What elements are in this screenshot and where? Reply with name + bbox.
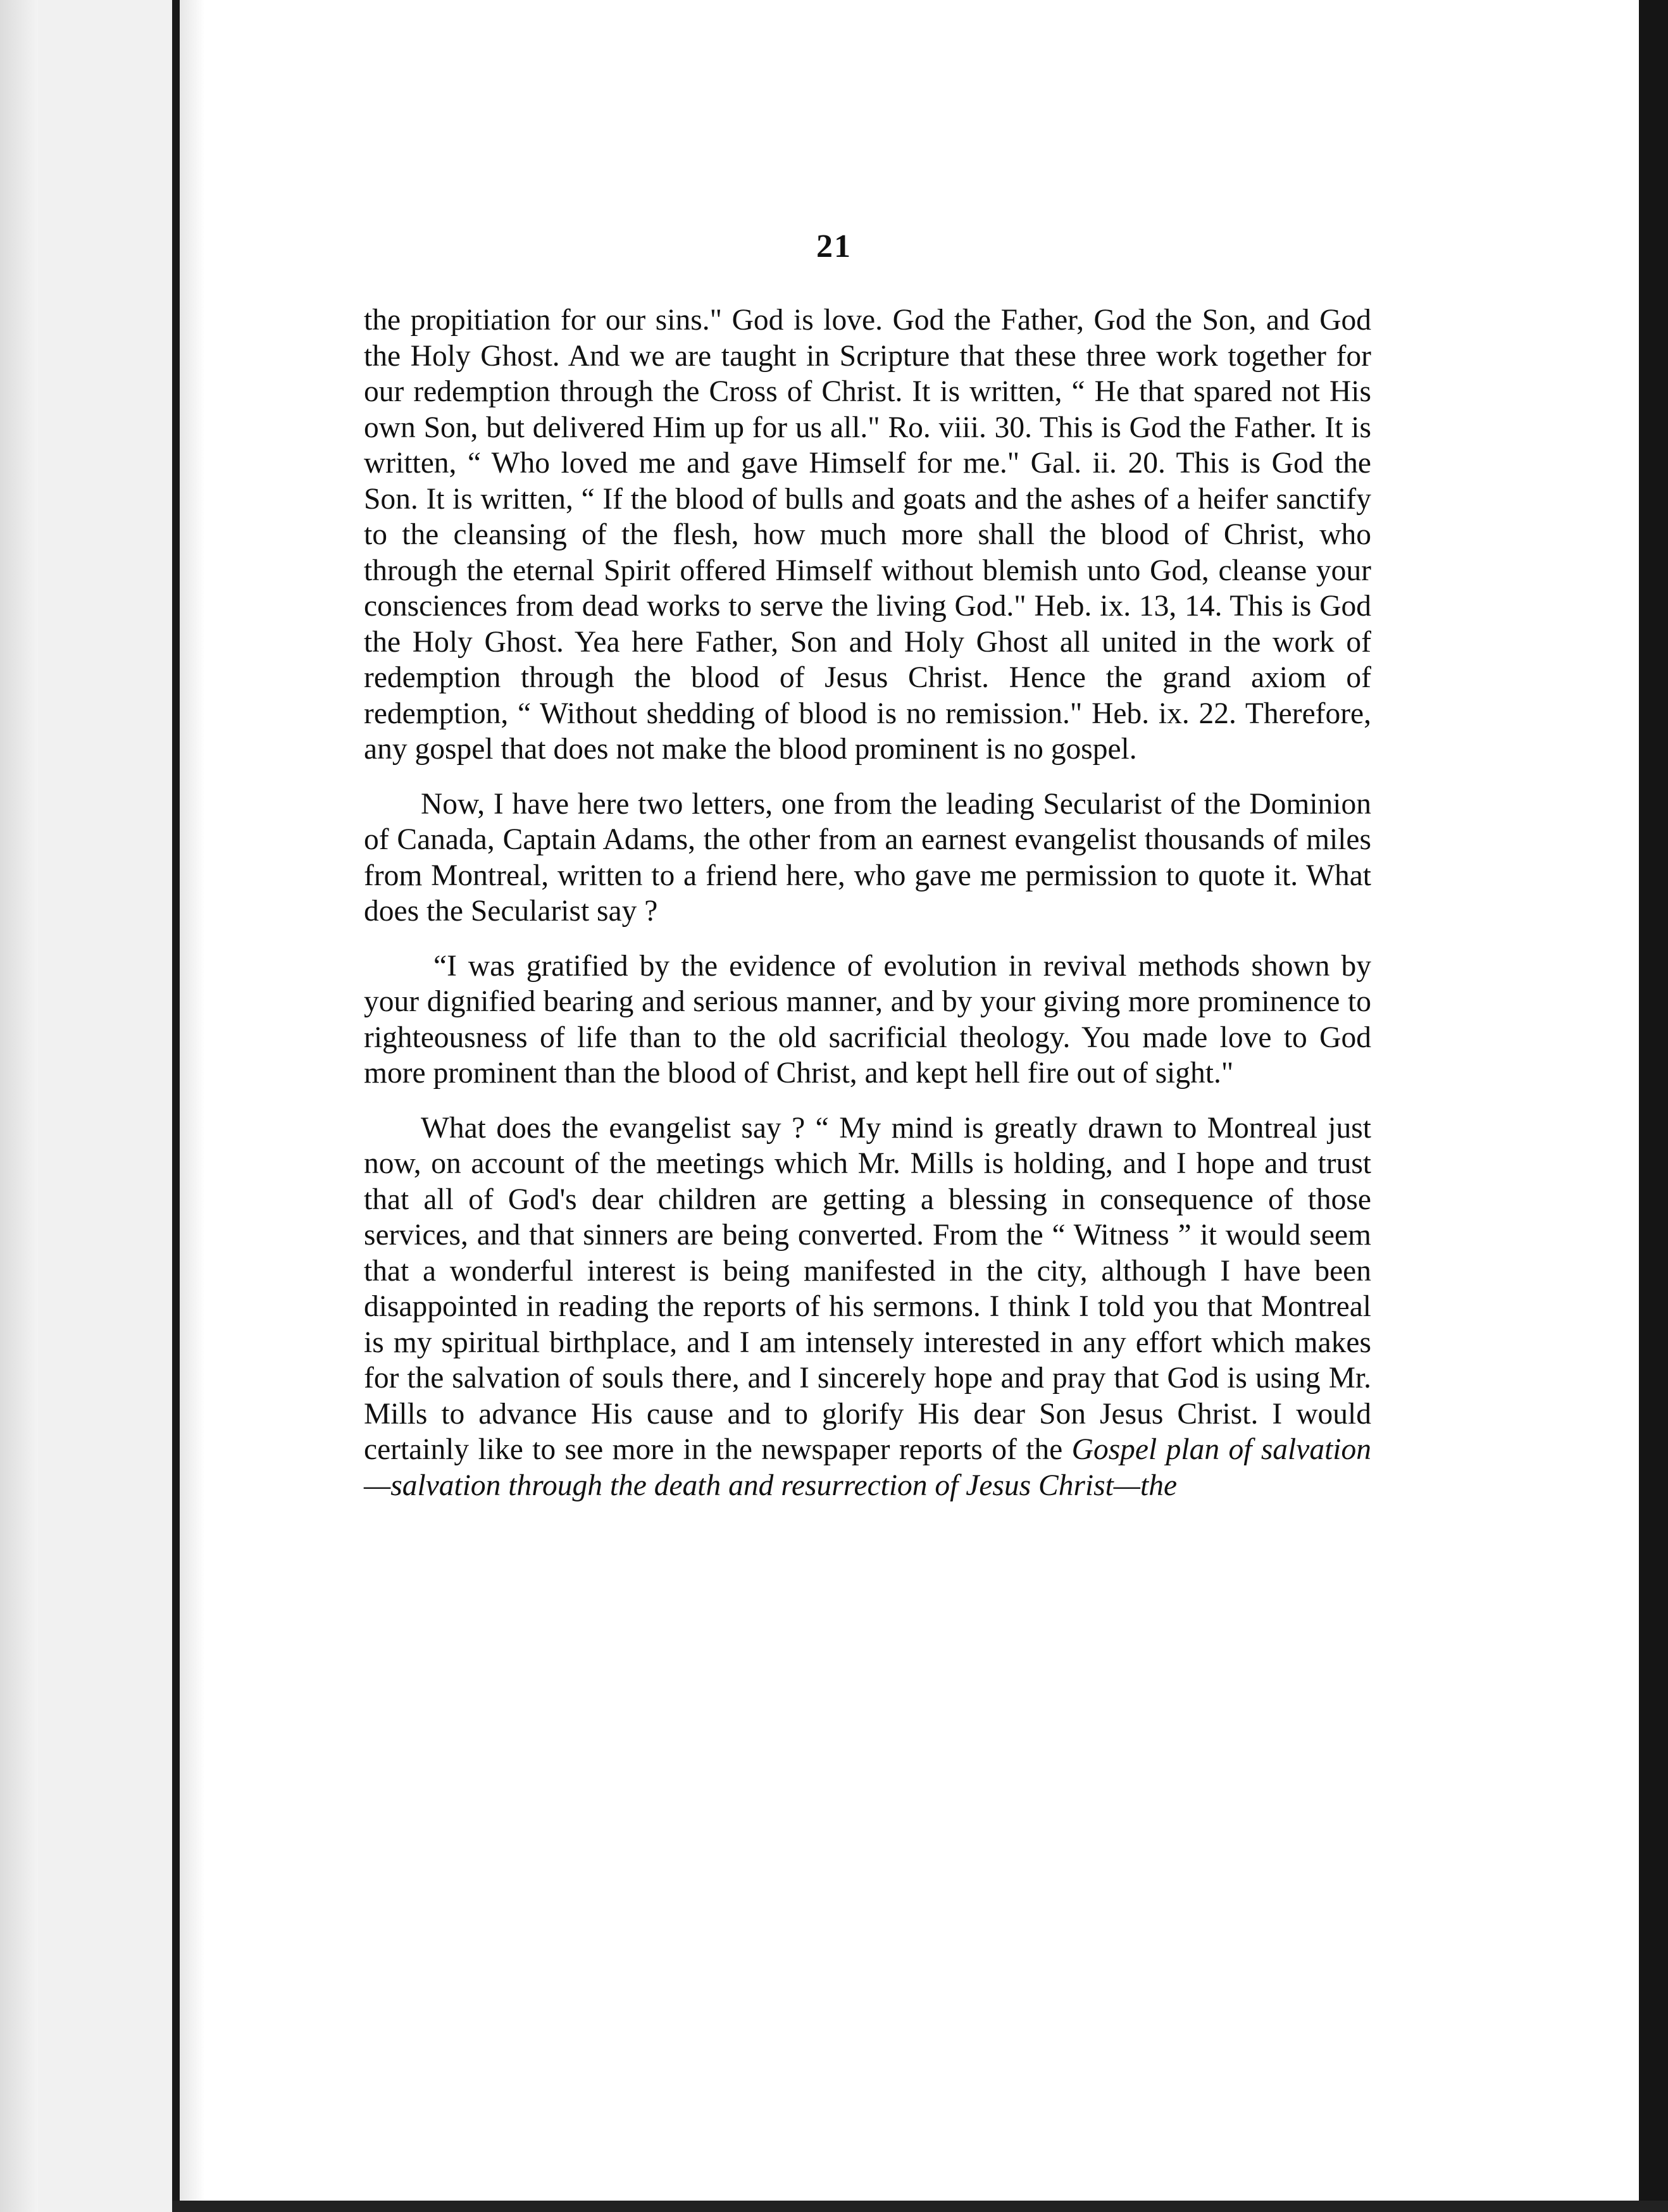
paragraph-2: Now, I have here two letters, one from the leading Secularist of the Dominion of Canada, Captain Adams, the other from an earnest evangelist thousands of miles from Montreal, written to a friend here, who gave me permission to quote it. What does the Secularist say ? bbox=[364, 787, 1371, 928]
scan-right-border bbox=[1639, 0, 1668, 2212]
scan-bottom-border bbox=[172, 2201, 1668, 2212]
paragraph-1: the propitiation for our sins." God is love. God the Father, God the Son, and God the Holy Ghost. And we are taught in Scripture that these three work together for our redemption through the Cross of Christ. It is written, “ He that spared not His own Son, but delivered Him up for us all." Ro. viii. 30. This is God the Father. It is written, “ Who loved me and gave Himself for me." Gal. ii. 20. This is God the Son. It is written, “ If the blood of bulls and goats and the ashes of a heifer sanctify to the cleansing of the flesh, how much more shall the blood of Christ, who through the eternal Spirit offered Himself without blemish unto God, cleanse your consciences from dead works to serve the living God." Heb. ix. 13, 14. This is God the Holy Ghost. Yea here Father, Son and Holy Ghost all united in the work of redemption through the blood of Jesus Christ. Hence the grand axiom of redemption, “ Without shedding of blood is no remission." Heb. ix. 22. Therefore, any gospel that does not make the blood prominent is no gospel. bbox=[364, 304, 1371, 766]
paragraph-3-text: What does the evangelist say ? “ My mind is greatly drawn to Montreal just now, on account of the meetings which Mr. Mills is holding, and I hope and trust that all of God's dear children are getting a blessing in consequence of those services, and that sinners are being converted. From the “ Witness ” it would seem that a wonderful interest is being manifested in the city, although I have been disappointed in reading the reports of his sermons. I think I told you that Montreal is my spiritual birthplace, and I am intensely interested in any effort which makes for the salvation of souls there, and I sincerely hope and pray that God is using Mr. Mills to advance His cause and to glorify His dear Son Jesus Christ. I would certainly like to see more in the newspaper reports of the bbox=[364, 1111, 1371, 1466]
body-text bbox=[364, 302, 1371, 1503]
gutter-shadow bbox=[180, 0, 205, 2212]
scan-shadow bbox=[0, 0, 38, 2212]
page-gutter-edge bbox=[172, 0, 180, 2212]
page-number: 21 bbox=[816, 228, 852, 264]
secularist-quote: “I was gratified by the evidence of evolution in revival methods shown by your dignified bearing and serious manner, and by your giving more prominence to righteousness of life than to the old sacrificial theology. You made love to God more prominent than the blood of Christ, and kept hell fire out of sight." bbox=[364, 949, 1371, 1090]
paragraph-3-italic-text: Gospel plan of salvation—salvation through the death and resurrection of Jesus Christ—the bbox=[364, 1433, 1371, 1502]
paragraph-3 bbox=[364, 1110, 1371, 1504]
